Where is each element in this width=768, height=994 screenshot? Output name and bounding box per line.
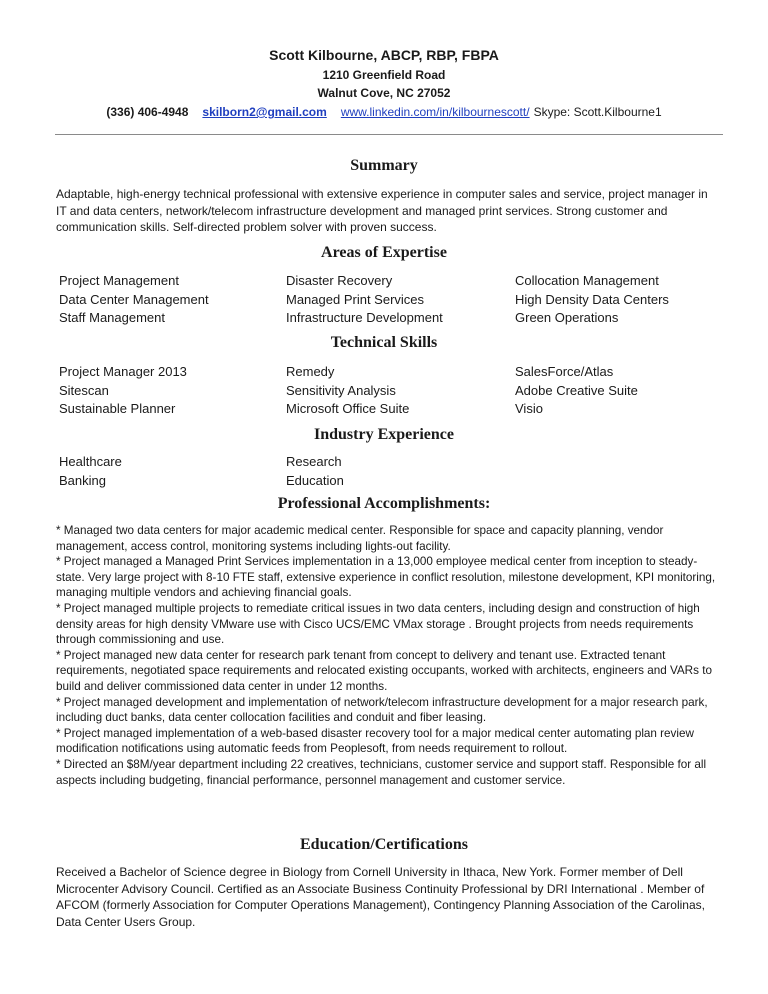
industry-item: Research (286, 454, 342, 469)
expertise-title: Areas of Expertise (321, 244, 447, 261)
technical-item: Visio (515, 401, 543, 417)
skype-id: Skype: Scott.Kilbourne1 (533, 105, 662, 119)
education-text: Received a Bachelor of Science degree in Biology from Cornell University in Ithaca, New York. Former member of Dell Microcenter Advisory Council. Certified as an Associate Business Continuity Professional by DRI International . Member of AFCOM (formerly Association for Computer Operations Management), Contingency Planning Association of the Carolinas, Data Center Users Group. (56, 865, 705, 929)
industry-item: Healthcare (59, 454, 122, 469)
phone-number: (336) 406-4948 (106, 105, 189, 119)
expertise-item: Data Center Management (59, 291, 209, 307)
industry-title: Industry Experience (314, 426, 454, 443)
address-line-1: 1210 Greenfield Road (322, 68, 446, 82)
technical-item: Remedy (286, 364, 335, 379)
expertise-item: Disaster Recovery (286, 273, 393, 288)
technical-title: Technical Skills (330, 334, 438, 351)
linkedin-link[interactable]: www.linkedin.com/in/kilbournescott/ (340, 105, 530, 119)
expertise-item: Staff Management (59, 310, 165, 326)
industry-item: Education (286, 472, 344, 488)
expertise-item: Collocation Management (515, 273, 659, 288)
technical-item: Microsoft Office Suite (286, 401, 410, 417)
education-title: Education/Certifications (300, 836, 468, 853)
accomplishments-text: * Managed two data centers for major academic medical center. Responsible for space and capacity planning, vendor management, access control, monitoring systems including lights-out facility. * Project managed a Managed Print Services implementation in a 13,000 employee medical center from inception to steady-state. Very large project with 8-10 FTE staff, extensive experience in conflict resolution, milestone development, KPI monitoring, managing multiple vendors and achieving financial goals. * Project managed multiple projects to remediate critical issues in two data centers, including design and construction of high density areas for high density VMware use with Cisco UCS/EMC VMax storage . Brought projects from needs requirements through commissioning and use. * Project managed new data center for research park tenant from concept to delivery and tenant use. Extracted tenant requirements, negotiated space requirements and relocated existing occupants, worked with architects, engineers and VARs to build and deliver commissioned data center in under 12 months. * Project managed development and implementation of network/telecom infrastructure development for a major research park, including duct banks, data center collocation facilities and conduit and fiber leasing. * Project managed implementation of a web-based disaster recovery tool for a major medical center automating plan review modification notifications using automatic feeds from Peoplesoft, from needs requirement to rollout. * Directed an $8M/year department including 22 creatives, technicians, customer service and support staff. Responsible for all aspects including budgeting, financial performance, personnel management and customer service. (56, 524, 716, 787)
technical-item: SalesForce/Atlas (515, 364, 614, 379)
expertise-item: High Density Data Centers (515, 291, 669, 307)
accomplishments-title: Professional Accomplishments: (277, 495, 491, 512)
expertise-item: Managed Print Services (286, 291, 425, 307)
summary-text: Adaptable, high-energy technical professional with extensive experience in computer sales and service, project manager in IT and data centers, network/telecom infrastructure development and managed print services. Strong customer and communication skills. Self-directed problem solver with proven success. (56, 187, 708, 235)
technical-item: Sitescan (59, 382, 109, 398)
address-line-2: Walnut Cove, NC 27052 (317, 86, 451, 100)
contact-line (0, 105, 768, 119)
industry-item: Banking (59, 472, 106, 488)
expertise-item: Infrastructure Development (286, 310, 443, 326)
summary-title: Summary (350, 157, 418, 174)
candidate-name: Scott Kilbourne, ABCP, RBP, FBPA (269, 47, 499, 63)
header-divider (55, 134, 723, 135)
expertise-item: Project Management (59, 273, 179, 288)
technical-item: Sensitivity Analysis (286, 382, 396, 398)
technical-item: Sustainable Planner (59, 401, 176, 417)
expertise-item: Green Operations (515, 310, 619, 326)
technical-item: Project Manager 2013 (59, 364, 187, 379)
email-link[interactable]: skilborn2@gmail.com (202, 105, 327, 119)
technical-item: Adobe Creative Suite (515, 382, 638, 398)
